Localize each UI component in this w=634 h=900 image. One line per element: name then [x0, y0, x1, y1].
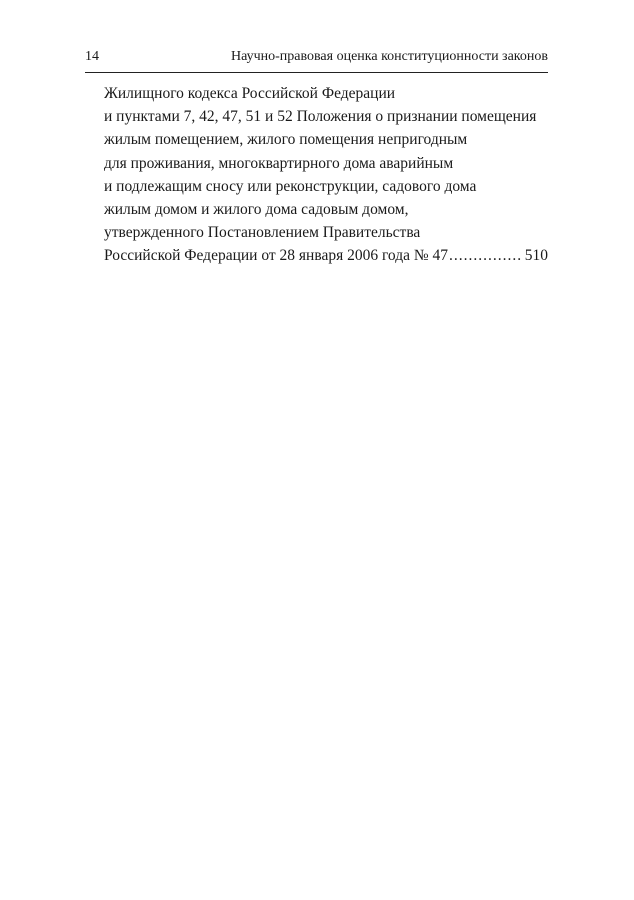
toc-entry-line: утвержденного Постановлением Правительства [104, 224, 421, 242]
toc-entry-line: для проживания, многоквартирного дома аварийным [104, 154, 454, 172]
running-header [85, 46, 548, 68]
toc-entry-line: и пунктами 7, 42, 47, 51 и 52 Положения о признании помещения [104, 108, 537, 126]
toc-entry-last-line [104, 244, 548, 267]
dot-leader [449, 244, 523, 267]
toc-entry-line: и подлежащим сносу или реконструкции, садового дома [104, 177, 477, 195]
header-divider [85, 72, 548, 73]
page-number: 14 [85, 49, 99, 64]
toc-entry [104, 82, 548, 268]
toc-entry-line: жилым домом и жилого дома садовым домом, [104, 201, 409, 219]
toc-entry-line: жилым помещением, жилого помещения непригодным [104, 131, 468, 149]
running-header-title: Научно-правовая оценка конституционности законов [230, 49, 548, 64]
toc-entry-line: Российской Федерации от 28 января 2006 года № 47 [104, 247, 449, 265]
toc-page-reference: 510 [524, 247, 548, 265]
toc-entry-line: Жилищного кодекса Российской Федерации [104, 85, 396, 102]
